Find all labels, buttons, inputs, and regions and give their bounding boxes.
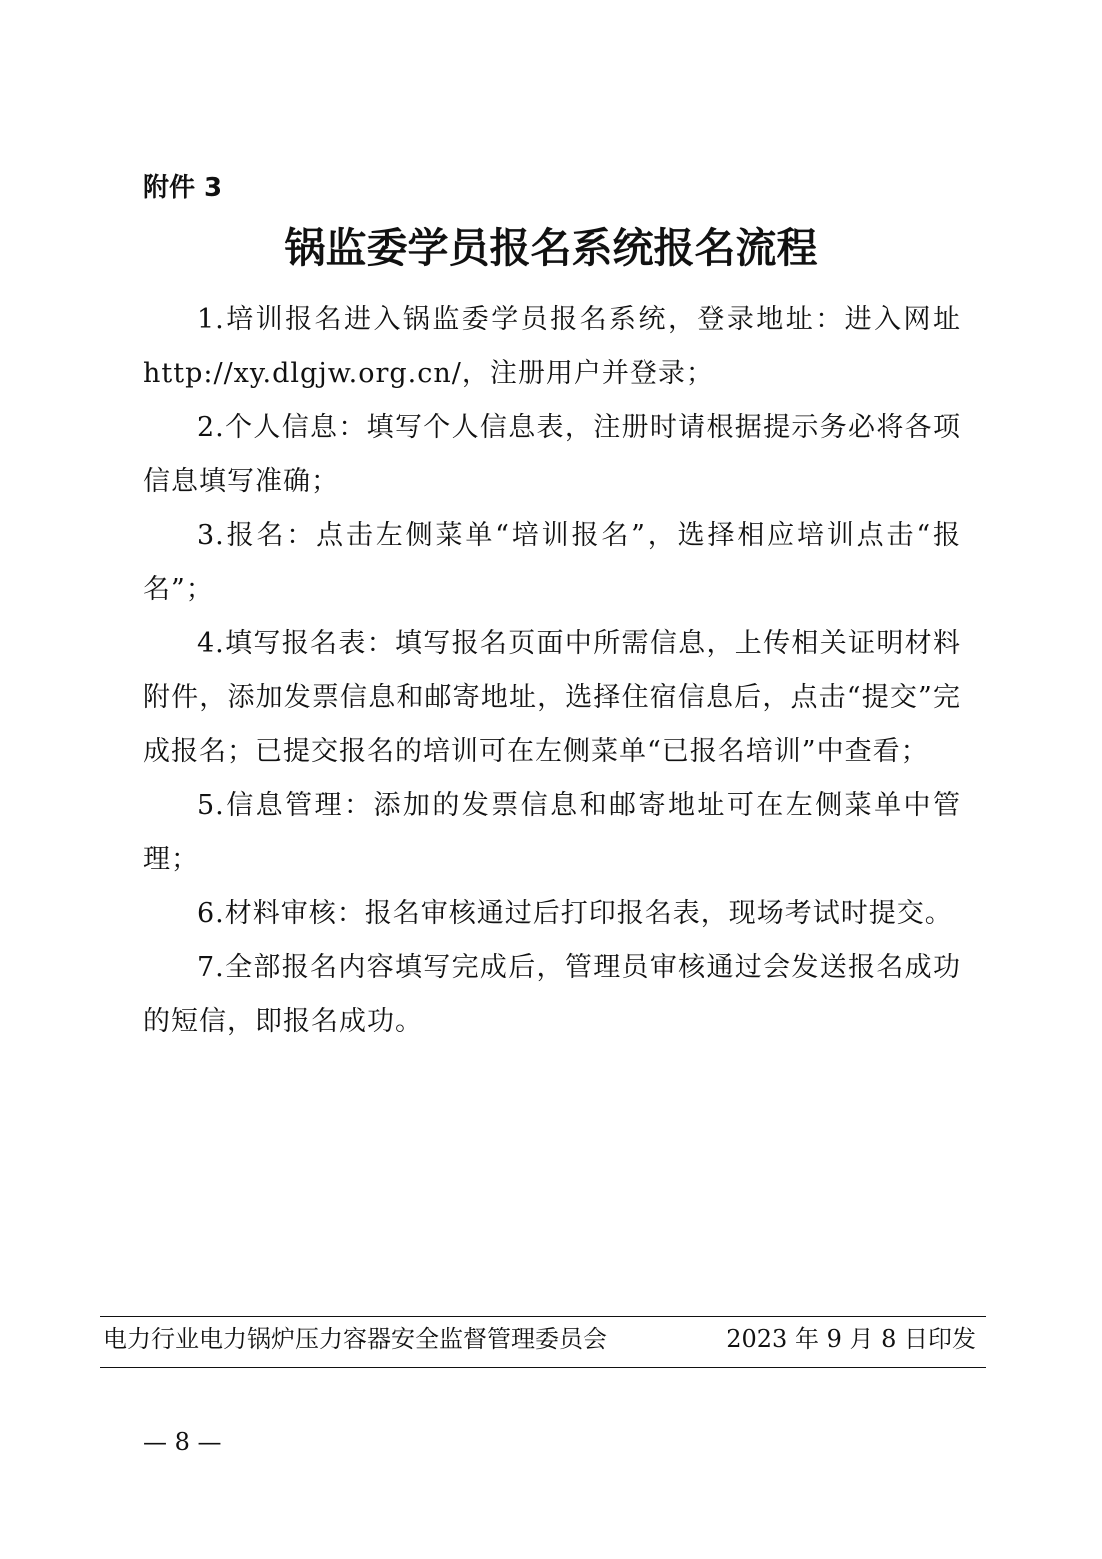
step-paragraph-5: 5.信息管理：添加的发票信息和邮寄地址可在左侧菜单中管理； bbox=[143, 790, 961, 875]
document-body bbox=[143, 293, 961, 1049]
footer-issue-line bbox=[103, 1319, 976, 1359]
footer-bottom-rule bbox=[100, 1367, 986, 1368]
step-paragraph-3: 3.报名：点击左侧菜单“培训报名”，选择相应培训点击“报名”； bbox=[143, 520, 961, 605]
attachment-label: 附件 3 bbox=[143, 173, 223, 203]
footer-top-rule bbox=[100, 1316, 986, 1317]
step-paragraph-4: 4.填写报名表：填写报名页面中所需信息，上传相关证明材料附件，添加发票信息和邮寄地址，选择住宿信息后，点击“提交”完成报名；已提交报名的培训可在左侧菜单“已报名培训”中查看； bbox=[143, 628, 961, 767]
issuer-name: 电力行业电力锅炉压力容器安全监督管理委员会 bbox=[103, 1325, 607, 1353]
step-paragraph-7: 7.全部报名内容填写完成后，管理员审核通过会发送报名成功的短信，即报名成功。 bbox=[143, 952, 961, 1037]
document-title: 锅监委学员报名系统报名流程 bbox=[284, 224, 818, 272]
step-paragraph-2: 2.个人信息：填写个人信息表，注册时请根据提示务必将各项信息填写准确； bbox=[143, 412, 961, 497]
issue-date: 2023 年 9 月 8 日印发 bbox=[726, 1325, 976, 1353]
step-paragraph-6: 6.材料审核：报名审核通过后打印报名表，现场考试时提交。 bbox=[197, 898, 953, 929]
page-number: — 8 — bbox=[143, 1428, 222, 1456]
step-paragraph-1: 1.培训报名进入锅监委学员报名系统，登录地址：进入网址 http://xy.dlgjw.org.cn/，注册用户并登录； bbox=[143, 304, 961, 389]
